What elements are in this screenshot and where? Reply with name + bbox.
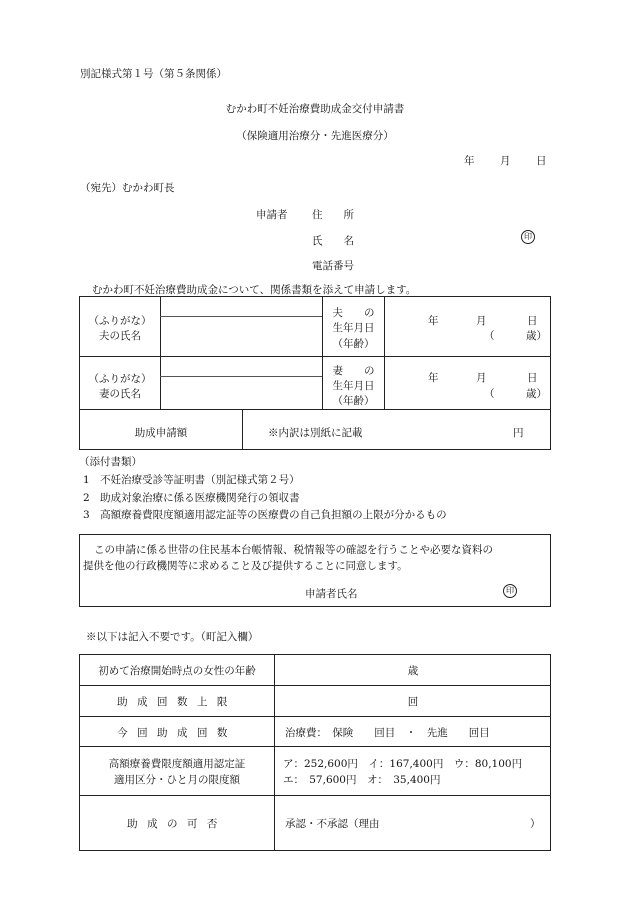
form-number: 別記様式第１号（第５条関係） xyxy=(80,68,227,80)
document-title: むかわ町不妊治療費助成金交付申請書 xyxy=(225,103,405,115)
husband-furigana-field[interactable] xyxy=(161,298,321,315)
table-divider xyxy=(79,716,551,717)
approval-close: ） xyxy=(530,818,541,830)
table-divider xyxy=(79,356,551,357)
consent-line-2: 提供を他の行政機関等に求めること及び提供することに同意します。 xyxy=(83,560,408,572)
table-divider xyxy=(242,409,243,450)
table-divider xyxy=(79,795,551,796)
cert-label-1: 高額療養費限度額適用認定証 xyxy=(108,758,246,770)
addressee: （宛先）むかわ町長 xyxy=(80,182,175,194)
document-subtitle: （保険適用治療分・先進医療分） xyxy=(236,130,394,142)
husband-birth-day[interactable]: 日 xyxy=(527,315,538,327)
limit-label: 助成回数上限 xyxy=(117,696,237,708)
first-treatment-age-label: 初めて治療開始時点の女性の年齢 xyxy=(98,665,256,677)
count-field[interactable]: 治療費： 保険 回目 ・ 先進 回目 xyxy=(285,727,490,739)
cert-limits-line-2[interactable]: エ： 57,600円 オ： 35,400円 xyxy=(283,774,441,786)
husband-age-open: （ xyxy=(484,330,495,342)
wife-birth-label-1: 妻 の xyxy=(332,365,375,377)
applicant-address-label[interactable]: 住 所 xyxy=(312,209,354,221)
office-note: ※以下は記入不要です。（町記入欄） xyxy=(86,631,259,643)
husband-birth-label-3: （年齢） xyxy=(332,338,375,350)
applicant-name-label[interactable]: 氏 名 xyxy=(312,235,354,247)
wife-birth-month[interactable]: 月 xyxy=(476,372,487,384)
attachments-heading: （添付書類） xyxy=(79,456,142,468)
applicant-phone-label[interactable]: 電話番号 xyxy=(312,260,354,272)
husband-name-field[interactable] xyxy=(161,318,321,355)
wife-age-open: （ xyxy=(484,388,495,400)
attachment-item: 2 助成対象治療に係る医療機関発行の領収書 xyxy=(83,492,300,504)
attachment-item: 1 不妊治療受診等証明書（別記様式第２号） xyxy=(83,474,300,486)
table-divider xyxy=(384,296,385,409)
wife-birth-label-2: 生年月日 xyxy=(332,380,375,392)
cert-label-2: 適用区分・ひと月の限度額 xyxy=(114,774,240,786)
intro-text: むかわ町不妊治療費助成金について、関係書類を添えて申請します。 xyxy=(92,284,417,296)
husband-furigana-label: （ふりがな） xyxy=(88,315,152,327)
cert-limits-line-1[interactable]: ア：252,600円 イ：167,400円 ウ：80,100円 xyxy=(283,758,523,770)
attachment-item: 3 高額療養費限度額適用認定証等の医療費の自己負担額の上限が分かるもの xyxy=(83,509,447,521)
approval-label: 助成の可否 xyxy=(127,818,227,830)
wife-birth-year[interactable]: 年 xyxy=(428,372,439,384)
husband-age-field[interactable]: 歳） xyxy=(526,330,547,342)
date-year[interactable]: 年 xyxy=(464,155,475,167)
consent-seal-mark: 印 xyxy=(503,584,517,598)
date-day[interactable]: 日 xyxy=(536,155,547,167)
husband-birth-label-1: 夫 の xyxy=(332,307,375,319)
applicant-label: 申請者 xyxy=(256,209,288,221)
amount-field[interactable]: 円 xyxy=(513,427,524,439)
seal-mark: 印 xyxy=(521,230,535,244)
husband-name-label: 夫の氏名 xyxy=(99,330,141,342)
table-divider xyxy=(79,746,551,747)
consent-signer-label[interactable]: 申請者氏名 xyxy=(305,588,358,600)
count-label: 今回助成回数 xyxy=(117,727,237,739)
furigana-line xyxy=(160,376,322,377)
approval-field[interactable]: 承認・不承認（理由 xyxy=(285,818,380,830)
amount-note: ※内訳は別紙に記載 xyxy=(268,427,363,439)
wife-name-field[interactable] xyxy=(161,378,321,408)
consent-line-1: この申請に係る世帯の住民基本台帳情報、税情報等の確認を行うことや必要な資料の xyxy=(94,544,493,556)
wife-birth-label-3: （年齢） xyxy=(332,395,375,407)
wife-furigana-label: （ふりがな） xyxy=(88,373,152,385)
wife-birth-day[interactable]: 日 xyxy=(527,372,538,384)
husband-birth-label-2: 生年月日 xyxy=(332,322,375,334)
husband-birth-year[interactable]: 年 xyxy=(428,315,439,327)
amount-label: 助成申請額 xyxy=(134,427,188,439)
date-month[interactable]: 月 xyxy=(500,155,511,167)
table-divider xyxy=(274,654,275,851)
limit-field[interactable]: 回 xyxy=(407,696,419,708)
first-treatment-age-field[interactable]: 歳 xyxy=(407,665,419,677)
wife-name-label: 妻の氏名 xyxy=(99,388,141,400)
husband-birth-month[interactable]: 月 xyxy=(476,315,487,327)
table-divider xyxy=(79,409,551,410)
furigana-line xyxy=(160,316,322,317)
table-divider xyxy=(79,685,551,686)
wife-age-field[interactable]: 歳） xyxy=(526,388,547,400)
wife-furigana-field[interactable] xyxy=(161,358,321,375)
